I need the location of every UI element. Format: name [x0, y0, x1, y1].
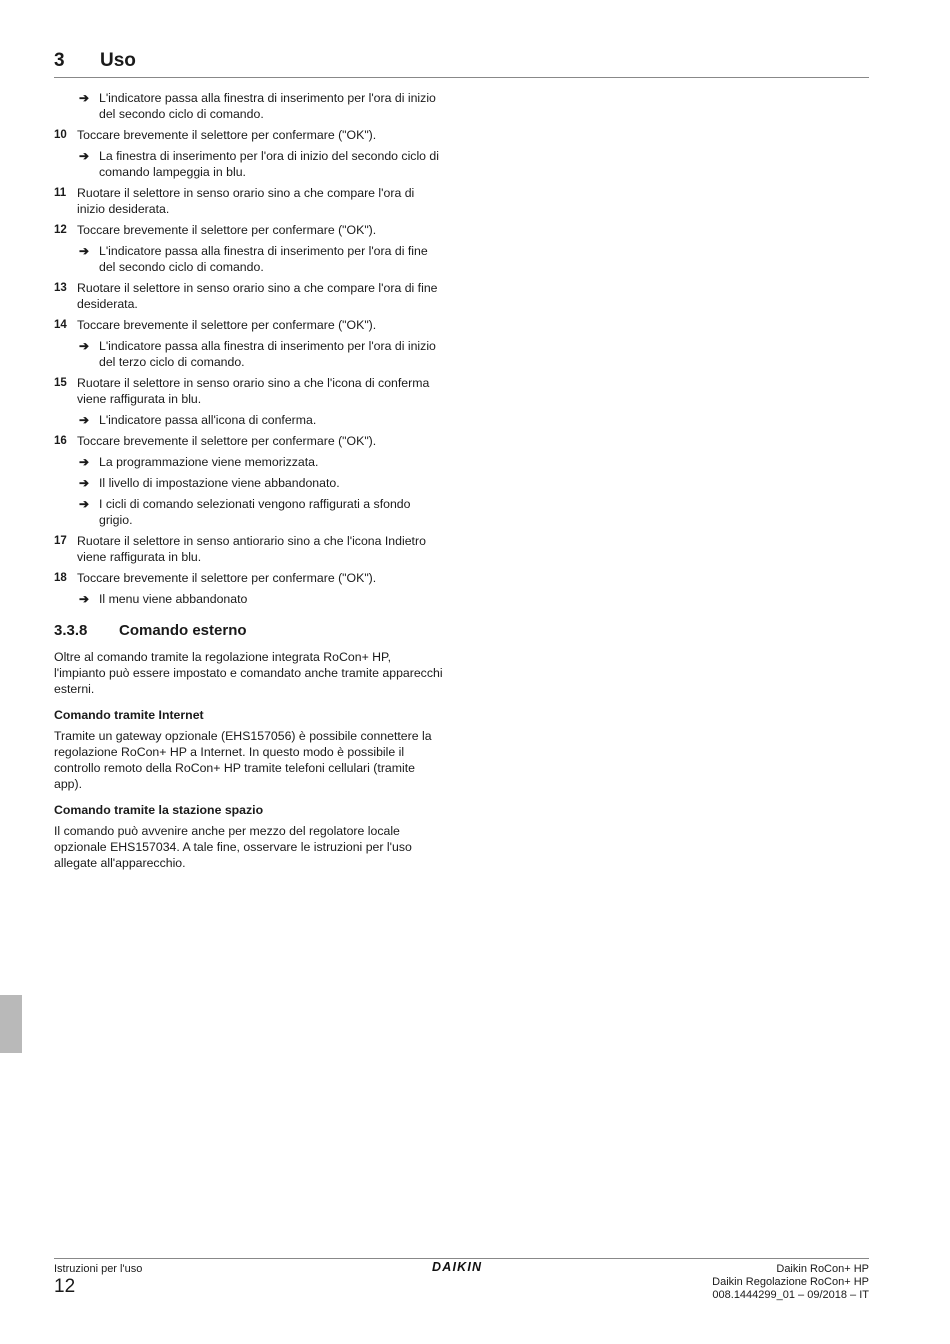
footer-product-line2: Daikin Regolazione RoCon+ HP	[712, 1276, 869, 1288]
main-column	[54, 90, 444, 877]
arrow-icon: ➔	[79, 476, 90, 490]
step-item	[54, 317, 444, 333]
step-result	[54, 412, 444, 428]
step-item	[54, 280, 444, 312]
step-result	[54, 496, 444, 528]
result-text: L'indicatore passa alla finestra di inserimento per l'ora di inizio del terzo ciclo di comando.	[99, 339, 436, 369]
step-number: 18	[54, 572, 67, 584]
arrow-icon: ➔	[79, 339, 90, 353]
result-text: I cicli di comando selezionati vengono raffigurati a sfondo grigio.	[99, 497, 411, 527]
step-number: 11	[54, 187, 67, 199]
step-result	[54, 243, 444, 275]
step-item	[54, 433, 444, 449]
result-text: La finestra di inserimento per l'ora di inizio del secondo ciclo di comando lampeggia in blu.	[99, 149, 440, 179]
step-number: 17	[54, 535, 67, 547]
step-item	[54, 222, 444, 238]
step-item	[54, 127, 444, 143]
step-number: 16	[54, 435, 67, 447]
header-rule	[54, 77, 869, 78]
arrow-icon: ➔	[79, 497, 90, 511]
step-item	[54, 570, 444, 586]
intro-result: ➔ L'indicatore passa alla finestra di inserimento per l'ora di inizio del secondo ciclo di comando.	[79, 91, 436, 121]
step-item	[54, 185, 444, 217]
paragraph-internet: Tramite un gateway opzionale (EHS157056) è possibile connettere la regolazione RoCon+ HP a Internet. In questo modo è possibile il controllo remoto della RoCon+ HP tramite telefoni cellulari (tramite app).	[54, 729, 432, 791]
result-text: L'indicatore passa alla finestra di inserimento per l'ora di fine del secondo ciclo di comando.	[99, 244, 428, 274]
result-text: L'indicatore passa all'icona di conferma.	[99, 413, 317, 427]
arrow-icon: ➔	[79, 455, 90, 469]
chapter-number: 3	[54, 50, 65, 71]
subheading-internet: Comando tramite Internet	[54, 708, 204, 722]
section-number: 3.3.8	[54, 622, 88, 639]
chapter-side-tab	[0, 995, 22, 1053]
arrow-icon: ➔	[79, 413, 90, 427]
footer-product-line1: Daikin RoCon+ HP	[776, 1263, 869, 1275]
step-item	[54, 375, 444, 407]
paragraph-room-station: Il comando può avvenire anche per mezzo del regolatore locale opzionale EHS157034. A tale fine, osservare le istruzioni per l'uso allegate all'apparecchio.	[54, 824, 412, 870]
step-number: 13	[54, 282, 67, 294]
arrow-icon: ➔	[79, 244, 90, 258]
step-text: Toccare brevemente il selettore per confermare ("OK").	[77, 571, 377, 585]
result-text: Il menu viene abbandonato	[99, 592, 248, 606]
step-text: Toccare brevemente il selettore per confermare ("OK").	[77, 434, 377, 448]
step-number: 12	[54, 224, 67, 236]
section-title: Comando esterno	[119, 622, 247, 639]
step-item	[54, 533, 444, 565]
section-intro: Oltre al comando tramite la regolazione integrata RoCon+ HP, l'impianto può essere impostato e comandato anche tramite apparecchi esterni.	[54, 650, 443, 696]
step-text: Toccare brevemente il selettore per confermare ("OK").	[77, 318, 377, 332]
step-result	[54, 148, 444, 180]
step-text: Ruotare il selettore in senso orario sino a che compare l'ora di fine desiderata.	[77, 281, 438, 311]
footer-product-info	[712, 1263, 869, 1302]
result-text: La programmazione viene memorizzata.	[99, 455, 319, 469]
step-text: Ruotare il selettore in senso antiorario sino a che l'icona Indietro viene raffigurata in blu.	[77, 534, 426, 564]
step-text: Toccare brevemente il selettore per confermare ("OK").	[77, 128, 377, 142]
footer-doc-type: Istruzioni per l'uso	[54, 1263, 143, 1275]
page-number: 12	[54, 1276, 76, 1297]
section-heading	[54, 623, 444, 639]
step-number: 10	[54, 129, 67, 141]
step-result	[54, 454, 444, 470]
subheading-room-station: Comando tramite la stazione spazio	[54, 803, 264, 817]
step-text: Ruotare il selettore in senso orario sino a che compare l'ora di inizio desiderata.	[77, 186, 415, 216]
step-result	[54, 591, 444, 607]
steps-list	[54, 127, 444, 607]
step-text: Toccare brevemente il selettore per confermare ("OK").	[77, 223, 377, 237]
footer-rule	[54, 1258, 869, 1259]
daikin-logo: DAIKIN	[432, 1260, 483, 1274]
step-number: 14	[54, 319, 67, 331]
footer-doc-code: 008.1444299_01 – 09/2018 – IT	[712, 1289, 869, 1301]
step-result	[54, 475, 444, 491]
arrow-icon: ➔	[79, 91, 90, 105]
step-text: Ruotare il selettore in senso orario sino a che l'icona di conferma viene raffigurata in blu.	[77, 376, 430, 406]
step-number: 15	[54, 377, 67, 389]
arrow-icon: ➔	[79, 592, 90, 606]
step-result	[54, 338, 444, 370]
chapter-title: Uso	[100, 50, 136, 71]
arrow-icon: ➔	[79, 149, 90, 163]
result-text: Il livello di impostazione viene abbandonato.	[99, 476, 340, 490]
